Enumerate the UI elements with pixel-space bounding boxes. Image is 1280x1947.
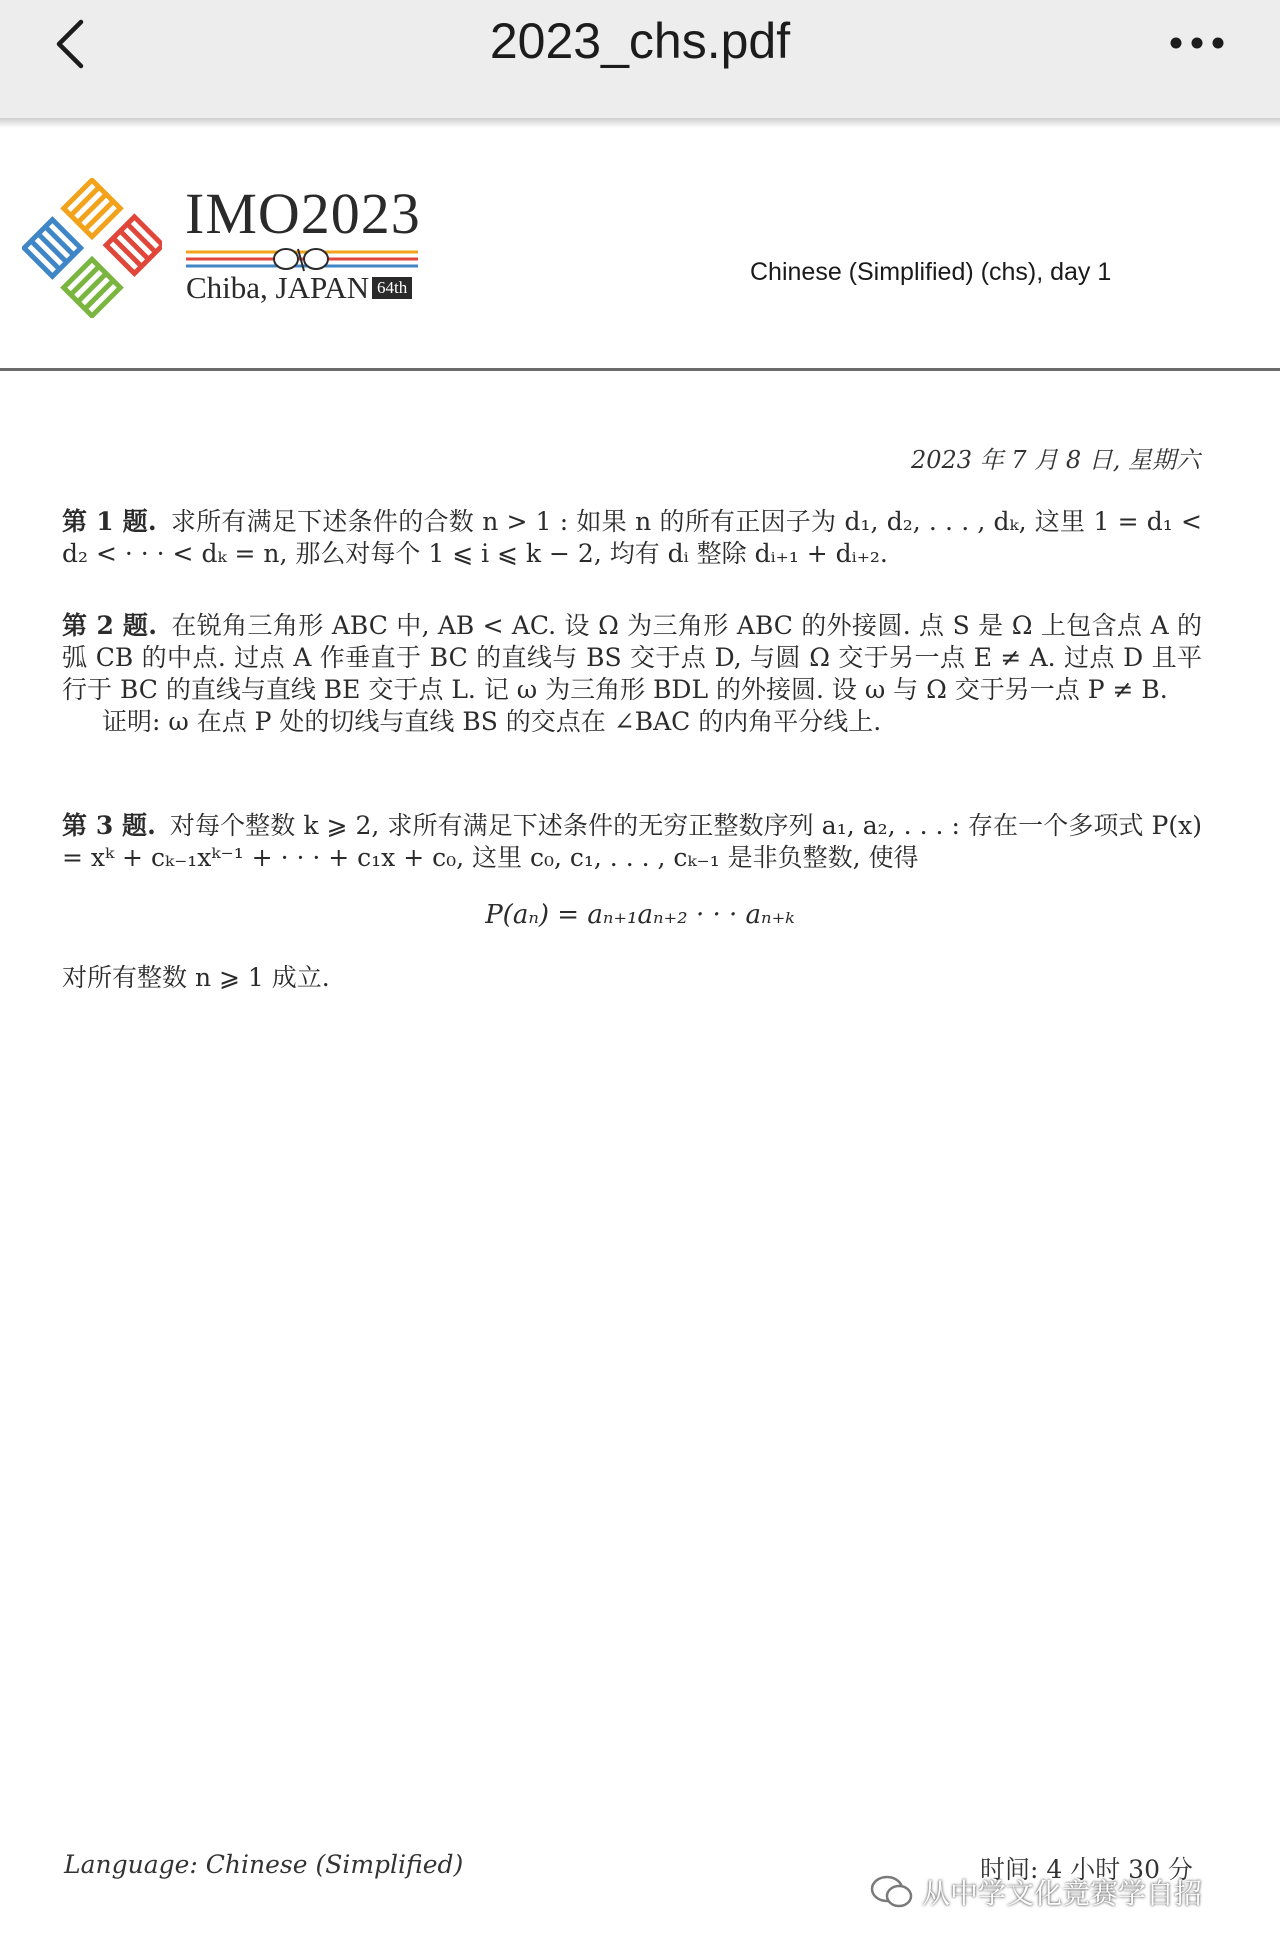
watermark-text: 从中学文化竞赛学自招 bbox=[922, 1877, 1203, 1910]
footer-time-limit: 时间: 4 小时 30 分 bbox=[980, 1855, 1193, 1884]
wechat-icon bbox=[870, 1874, 914, 1910]
problem-1 bbox=[62, 506, 1202, 570]
footer-language: Language: Chinese (Simplified) bbox=[64, 1850, 464, 1879]
logo-edition-badge: 64th bbox=[372, 277, 412, 299]
problem-text: 求所有满足下述条件的合数 n > 1 : 如果 n 的所有正因子为 d₁, d₂, . . . , dₖ, 这里 1 = d₁ < d₂ < · · · < dₖ = n, 那么对每个 1 ⩽ i ⩽ k − 2, 均有 dᵢ 整除 dᵢ₊₁ + dᵢ₊₂. bbox=[62, 507, 1202, 568]
chevron-left-icon bbox=[53, 18, 87, 70]
logo-location: Chiba, JAPAN bbox=[186, 270, 370, 305]
toolbar-shadow bbox=[0, 118, 1280, 128]
problem-text: 对每个整数 k ⩾ 2, 求所有满足下述条件的无穷正整数序列 a₁, a₂, . . . : 存在一个多项式 P(x) = xᵏ + cₖ₋₁xᵏ⁻¹ + · · · + c₁x + c₀, 这里 c₀, c₁, . . . , cₖ₋₁ 是非负整数, 使得 bbox=[62, 811, 1202, 872]
pdf-page-header bbox=[0, 160, 1280, 370]
imo-logo-icon bbox=[22, 178, 162, 318]
logo-title: IMO2023 bbox=[185, 181, 421, 246]
exam-date: 2023 年 7 月 8 日, 星期六 bbox=[910, 446, 1200, 474]
problem-conclusion: 对所有整数 n ⩾ 1 成立. bbox=[62, 963, 330, 992]
problem-3 bbox=[62, 810, 1202, 874]
watermark bbox=[870, 1872, 1202, 1912]
language-day-label: Chinese (Simplified) (chs), day 1 bbox=[750, 258, 1112, 286]
header-divider bbox=[0, 368, 1280, 371]
more-horizontal-icon bbox=[1169, 36, 1225, 50]
more-options-button[interactable] bbox=[1162, 20, 1232, 66]
problem-text: 在锐角三角形 ABC 中, AB < AC. 设 Ω 为三角形 ABC 的外接圆. 点 S 是 Ω 上包含点 A 的弧 CB 的中点. 过点 A 作垂直于 BC 的直线与 BS 交于点 D, 与圆 Ω 交于另一点 E ≠ A. 过点 D 且平行于 BC 的直线与直线 BE 交于点 L. 记 ω 为三角形 BDL 的外接圆. 设 ω 与 Ω 交于另一点 P ≠ B. bbox=[62, 611, 1202, 704]
problem-label: 第 3 题. bbox=[62, 811, 156, 840]
problem-proof-statement: 证明: ω 在点 P 处的切线与直线 BS 的交点在 ∠BAC 的内角平分线上. bbox=[102, 707, 882, 736]
problem-label: 第 2 题. bbox=[62, 611, 157, 640]
viewer-toolbar bbox=[0, 0, 1280, 119]
problem-2 bbox=[62, 610, 1202, 738]
document-title: 2023_chs.pdf bbox=[489, 13, 791, 69]
problem-label: 第 1 题. bbox=[62, 507, 157, 536]
display-formula: P(aₙ) = aₙ₊₁aₙ₊₂ · · · aₙ₊ₖ bbox=[485, 900, 795, 930]
back-button[interactable] bbox=[40, 14, 100, 74]
